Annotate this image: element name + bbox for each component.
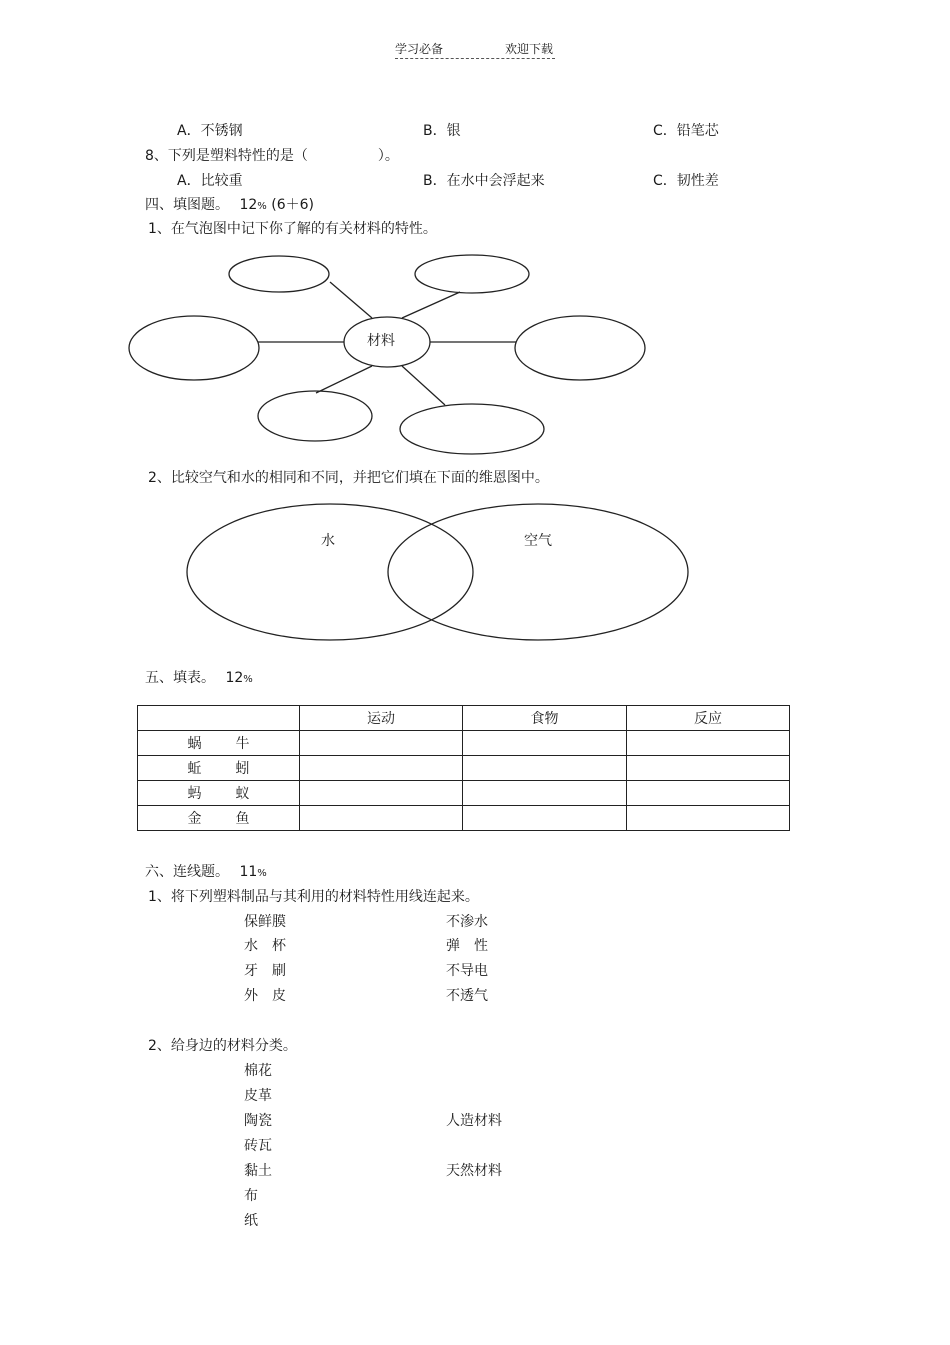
table-header-cell <box>138 706 300 731</box>
match-right-item[interactable]: 不透气 <box>446 988 488 1004</box>
table-row <box>138 806 790 831</box>
table-header-row <box>138 706 790 731</box>
row-char: 蜗 <box>187 736 202 752</box>
material-item[interactable]: 黏土 <box>244 1163 272 1179</box>
section6-score: 11 <box>239 864 258 880</box>
table-header-cell: 食物 <box>463 706 627 731</box>
table-row-label <box>138 806 300 831</box>
venn-right-label: 空气 <box>524 533 552 549</box>
match-right-item[interactable]: 不渗水 <box>446 914 488 930</box>
section4-detail: (6＋6) <box>271 197 314 213</box>
section4-q1: 1、在气泡图中记下你了解的有关材料的特性。 <box>148 221 437 237</box>
table-cell[interactable] <box>463 731 627 756</box>
category-item[interactable]: 人造材料 <box>446 1113 502 1129</box>
row-char: 蚓 <box>235 761 250 777</box>
section4-pct: % <box>257 201 267 212</box>
section6-heading <box>145 863 267 883</box>
section4-q2: 2、比较空气和水的相同和不同，并把它们填在下面的维恩图中。 <box>148 470 549 486</box>
row-char: 金 <box>187 811 202 827</box>
table-row-label <box>138 781 300 806</box>
material-item[interactable]: 棉花 <box>244 1063 272 1079</box>
table-cell[interactable] <box>300 781 463 806</box>
q8-option-a: A．比较重 <box>177 173 243 189</box>
match-right-item[interactable]: 不导电 <box>446 963 488 979</box>
section5-title: 五、填表。 <box>145 670 215 686</box>
fill-table <box>137 705 790 831</box>
match-left-item[interactable]: 牙 刷 <box>244 963 286 979</box>
section6-q1: 1、将下列塑料制品与其利用的材料特性用线连起来。 <box>148 889 479 905</box>
section4-title: 四、填图题。 <box>145 197 229 213</box>
section4-score: 12 <box>239 197 258 213</box>
match-left-item[interactable]: 水 杯 <box>244 938 286 954</box>
table-cell[interactable] <box>627 781 790 806</box>
table-row-label <box>138 756 300 781</box>
section6-pct: % <box>257 868 267 879</box>
material-item[interactable]: 陶瓷 <box>244 1113 272 1129</box>
table-cell[interactable] <box>300 806 463 831</box>
material-item[interactable]: 砖瓦 <box>244 1138 272 1154</box>
table-cell[interactable] <box>463 781 627 806</box>
material-item[interactable]: 布 <box>244 1188 258 1204</box>
match-left-item[interactable]: 外 皮 <box>244 988 286 1004</box>
table-header-cell: 反应 <box>627 706 790 731</box>
table-cell[interactable] <box>627 731 790 756</box>
material-item[interactable]: 皮革 <box>244 1088 272 1104</box>
section5-score: 12 <box>225 670 244 686</box>
material-item[interactable]: 纸 <box>244 1213 258 1229</box>
table-cell[interactable] <box>627 806 790 831</box>
table-row <box>138 731 790 756</box>
header-left: 学习必备 <box>395 42 444 56</box>
table-cell[interactable] <box>463 806 627 831</box>
row-char: 蚯 <box>187 761 202 777</box>
match-right-item[interactable]: 弹 性 <box>446 938 488 954</box>
header-right: 欢迎下载 <box>504 42 553 56</box>
q8-option-c: C．韧性差 <box>653 173 719 189</box>
section6-title: 六、连线题。 <box>145 864 229 880</box>
table-cell[interactable] <box>627 756 790 781</box>
q7-option-a: A．不锈钢 <box>177 123 243 139</box>
table-row <box>138 781 790 806</box>
table-cell[interactable] <box>300 731 463 756</box>
row-char: 牛 <box>235 736 250 752</box>
q7-option-c: C．铅笔芯 <box>653 123 719 139</box>
table-row-label <box>138 731 300 756</box>
section5-pct: % <box>243 674 253 685</box>
table-cell[interactable] <box>300 756 463 781</box>
venn-left-label: 水 <box>321 533 335 549</box>
section6-q2: 2、给身边的材料分类。 <box>148 1038 297 1054</box>
row-char: 蚂 <box>187 786 202 802</box>
category-item[interactable]: 天然材料 <box>446 1163 502 1179</box>
row-char: 蚁 <box>235 786 250 802</box>
table-header-cell: 运动 <box>300 706 463 731</box>
match-left-item[interactable]: 保鲜膜 <box>244 914 286 930</box>
bubble-center-label: 材料 <box>367 333 395 349</box>
table-row <box>138 756 790 781</box>
table-cell[interactable] <box>463 756 627 781</box>
row-char: 鱼 <box>235 811 250 827</box>
q7-option-b: B．银 <box>423 123 461 139</box>
section5-heading <box>145 669 253 689</box>
q8-question: 8、下列是塑料特性的是（ ）。 <box>145 148 399 164</box>
q8-option-b: B．在水中会浮起来 <box>423 173 545 189</box>
